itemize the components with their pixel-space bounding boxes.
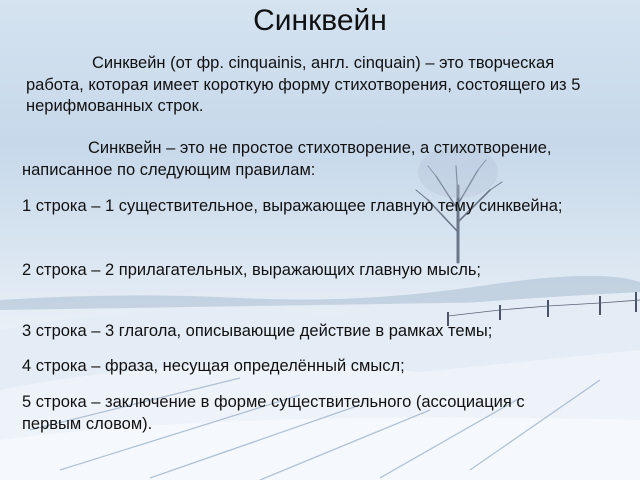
rule-line-3: 3 строка – 3 глагола, описывающие действие в рамках темы; [22,322,493,340]
rule-line-4: 4 строка – фраза, несущая определённый смысл; [22,357,405,375]
rule-line-2: 2 строка – 2 прилагательных, выражающих главную мысль; [22,261,482,279]
rule-line-5: 5 строка – заключение в форме существительного (ассоциация с первым словом). [22,393,525,433]
rules-lead-paragraph: Синквейн – это не простое стихотворение, а стихотворение, написанное по следующим правилам: [22,139,552,179]
slide-title: Синквейн [253,4,387,37]
intro-paragraph: Синквейн (от фр. cinquainis, англ. cinquain) – это творческая работа, которая имеет короткую форму стихотворения, состоящего из 5 нерифмованных строк. [26,54,581,115]
rule-line-1: 1 строка – 1 существительное, выражающее главную тему синквейна; [22,197,563,215]
